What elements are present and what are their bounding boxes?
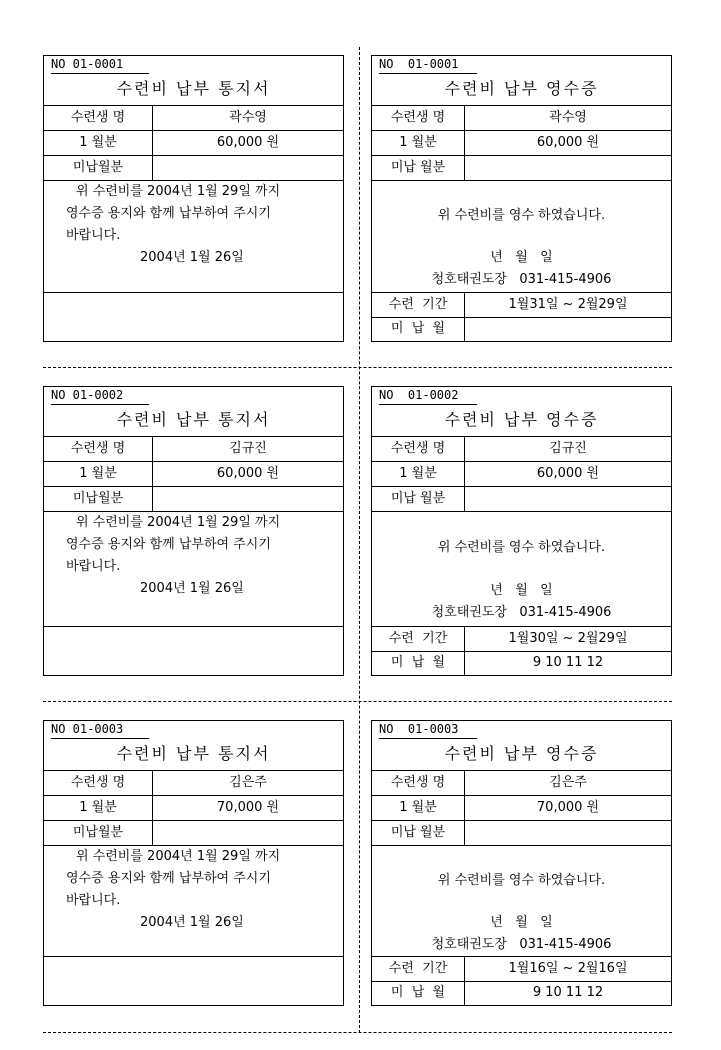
unpaid-months-row: [372, 317, 671, 341]
month-row: [372, 796, 671, 821]
amount-value: 60,000 원: [536, 135, 600, 150]
amount-value: 70,000 원: [216, 800, 280, 815]
receipt-number: NO 01-0001: [379, 56, 477, 74]
period-row: [372, 626, 671, 652]
gym-name-phone: 청호태권도장 031-415-4906: [431, 605, 612, 620]
message-line: 위 수련비를 2004년 1월 29일 까지: [76, 515, 281, 530]
receipt-title: 수련비 납부 영수증: [372, 74, 671, 106]
payment-notice-card: [43, 386, 344, 676]
payment-receipt-card: [371, 720, 672, 1006]
student-label: 수련생 명: [44, 106, 153, 130]
notice-title: 수련비 납부 통지서: [44, 74, 343, 106]
month-row: [372, 462, 671, 487]
gym-name-phone: 청호태권도장 031-415-4906: [431, 272, 612, 287]
notice-date: 2004년 1월 26일: [140, 581, 244, 596]
amount-value: 60,000 원: [536, 466, 600, 481]
student-label: 수련생 명: [44, 771, 153, 795]
receipt-title: 수련비 납부 영수증: [372, 739, 671, 771]
unpaid-row: [372, 487, 671, 512]
unpaid-months-value: 9 10 11 12: [532, 655, 604, 670]
unpaid-value: [465, 156, 671, 180]
vertical-cut-line: [359, 47, 360, 1033]
unpaid-value: [153, 487, 343, 511]
student-row: [44, 437, 343, 462]
month-label: 1 월분: [372, 131, 465, 155]
unpaid-months-value: [465, 317, 671, 341]
student-row: [372, 106, 671, 131]
unpaid-label: 미납월분: [44, 156, 153, 180]
period-value: 1월30일 ~ 2월29일: [508, 631, 628, 646]
receipt-message: 위 수련비를 영수 하였습니다.: [437, 208, 606, 223]
notice-date: 2004년 1월 26일: [140, 250, 244, 265]
notice-number: NO 01-0003: [51, 721, 149, 739]
message-line: 영수증 용지와 함께 납부하여 주시기: [66, 206, 271, 221]
student-label: 수련생 명: [44, 437, 153, 461]
unpaid-months-row: [372, 981, 671, 1005]
payment-notice-card: [43, 55, 344, 342]
student-row: [44, 771, 343, 796]
unpaid-row: [372, 821, 671, 846]
notice-number: NO 01-0001: [51, 56, 149, 74]
unpaid-label: 미납 월분: [372, 487, 465, 511]
amount-value: 60,000 원: [216, 135, 280, 150]
notice-title: 수련비 납부 통지서: [44, 405, 343, 437]
student-label: 수련생 명: [372, 437, 465, 461]
month-row: [372, 131, 671, 156]
amount-value: 60,000 원: [216, 466, 280, 481]
student-label: 수련생 명: [372, 771, 465, 795]
student-name: 김은주: [549, 775, 587, 790]
unpaid-row: [44, 487, 343, 512]
notice-number: NO 01-0002: [51, 387, 149, 405]
receipt-number: NO 01-0002: [379, 387, 477, 405]
notice-message: [44, 846, 343, 957]
unpaid-value: [153, 156, 343, 180]
month-label: 1 월분: [44, 462, 153, 486]
horizontal-cut-line: [43, 701, 672, 702]
student-name: 곽수영: [549, 110, 587, 125]
notice-date: 2004년 1월 26일: [140, 915, 244, 930]
gym-name-phone: 청호태권도장 031-415-4906: [431, 937, 612, 952]
message-line: 위 수련비를 2004년 1월 29일 까지: [76, 184, 281, 199]
unpaid-months-label: 미 납 월: [372, 317, 465, 341]
student-row: [372, 771, 671, 796]
message-line: 바랍니다.: [66, 228, 121, 243]
message-line: 바랍니다.: [66, 893, 121, 908]
unpaid-row: [44, 821, 343, 846]
period-value: 1월16일 ~ 2월16일: [508, 961, 628, 976]
unpaid-value: [465, 487, 671, 511]
notice-title: 수련비 납부 통지서: [44, 739, 343, 771]
student-name: 김규진: [229, 441, 267, 456]
unpaid-label: 미납 월분: [372, 156, 465, 180]
unpaid-months-row: [372, 651, 671, 675]
horizontal-cut-line: [43, 367, 672, 368]
receipt-date-line: 년 월 일: [490, 250, 553, 265]
period-row: [372, 292, 671, 318]
unpaid-label: 미납월분: [44, 487, 153, 511]
student-name: 김은주: [229, 775, 267, 790]
receipt-number: NO 01-0003: [379, 721, 477, 739]
period-value: 1월31일 ~ 2월29일: [508, 297, 628, 312]
month-label: 1 월분: [44, 131, 153, 155]
unpaid-value: [153, 821, 343, 845]
unpaid-row: [44, 156, 343, 181]
message-line: 바랍니다.: [66, 559, 121, 574]
amount-value: 70,000 원: [536, 800, 600, 815]
message-line: 영수증 용지와 함께 납부하여 주시기: [66, 871, 271, 886]
notice-message: [44, 181, 343, 293]
month-label: 1 월분: [372, 462, 465, 486]
period-label: 수련 기간: [372, 957, 465, 981]
horizontal-cut-line: [43, 1032, 672, 1033]
message-line: 위 수련비를 2004년 1월 29일 까지: [76, 849, 281, 864]
receipt-title: 수련비 납부 영수증: [372, 405, 671, 437]
message-line: 영수증 용지와 함께 납부하여 주시기: [66, 537, 271, 552]
month-row: [44, 131, 343, 156]
unpaid-label: 미납월분: [44, 821, 153, 845]
unpaid-months-label: 미 납 월: [372, 981, 465, 1005]
receipt-date-line: 년 월 일: [490, 915, 553, 930]
receipt-date-line: 년 월 일: [490, 583, 553, 598]
payment-receipt-card: [371, 55, 672, 342]
period-label: 수련 기간: [372, 627, 465, 651]
unpaid-months-label: 미 납 월: [372, 651, 465, 675]
payment-notice-card: [43, 720, 344, 1006]
period-row: [372, 956, 671, 982]
receipt-message: 위 수련비를 영수 하였습니다.: [437, 540, 606, 555]
month-label: 1 월분: [372, 796, 465, 820]
month-row: [44, 796, 343, 821]
month-row: [44, 462, 343, 487]
notice-message: [44, 512, 343, 627]
student-row: [372, 437, 671, 462]
unpaid-months-value: 9 10 11 12: [532, 985, 604, 1000]
month-label: 1 월분: [44, 796, 153, 820]
student-name: 곽수영: [229, 110, 267, 125]
period-label: 수련 기간: [372, 293, 465, 317]
student-name: 김규진: [549, 441, 587, 456]
unpaid-value: [465, 821, 671, 845]
unpaid-row: [372, 156, 671, 181]
student-row: [44, 106, 343, 131]
student-label: 수련생 명: [372, 106, 465, 130]
unpaid-label: 미납 월분: [372, 821, 465, 845]
receipt-message: 위 수련비를 영수 하였습니다.: [437, 873, 606, 888]
payment-receipt-card: [371, 386, 672, 676]
